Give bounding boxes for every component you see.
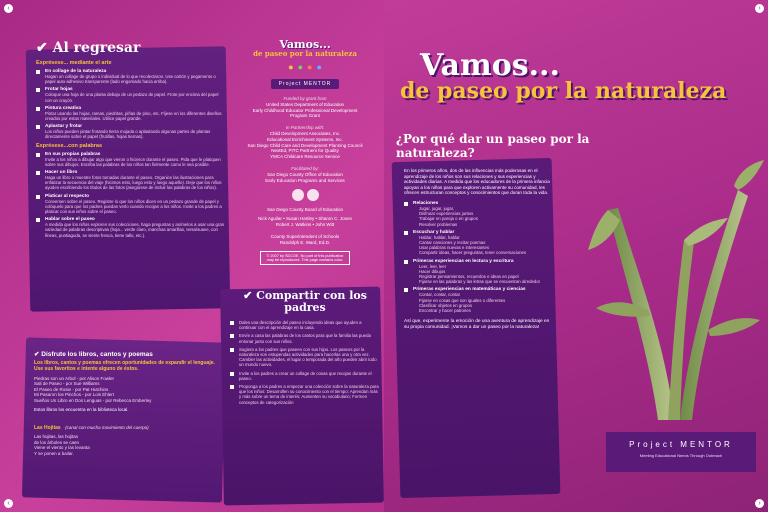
brand-title-small: Vamos... [279,38,331,51]
checkmark-icon: ✔ [243,289,253,302]
corner-marker-top-left: ‹ [4,4,13,13]
funded-block: Funded by grant from United States Department of Education Early Childhood Educator Professional Development Program Grant [252,96,358,119]
book-item: Piedras son un Arbol - por Alison Fowler [34,376,115,381]
book-item: El Paseo de Rosie - por Pat Hutchins [34,386,109,392]
bullet-icon [230,385,234,389]
padres-title: ✔ Compartir con los padres [243,289,367,314]
list-item: Aplastar y frotar Los niños pueden pintar frotando tierra mojada o aplastando algunas partes de plantas directamente sobre el papel (frutillas, hojas tiernas). [36,124,226,139]
bullet-icon [230,321,234,325]
corner-marker-top-right: › [755,4,764,13]
bullet-icon [36,88,40,92]
child-icon: ● [307,62,313,72]
bullet-icon [230,348,234,352]
facilitated-block: Facilitated by: San Diego County Office of Education Early Education Programs and Services [265,165,345,183]
bullet-icon [36,195,40,199]
poem [34,416,220,456]
list-item: Platicar al respecto Conversen sobre el paseo. Registre lo que los niños dicen en un pedazo grande de papel y colóquelo para que los padres puedan verlo cuando recojan a los niños. Invite a los padres a platicar con sus niños sobre el paseo. [36,194,226,215]
closing-text: Así que, experimente la emoción de una aventura de aprendizaje en su propia comunidad. ¡Vamos a dar un paseo por la naturaleza! [404,319,550,331]
hero-subtitle: de paseo por la naturaleza [400,78,727,104]
domain-item: Primeras experiencias en matemáticas y ciencias Contar, contar, contar Fijarse en cosas que son iguales o diferentes Clasificar objetos en grupos Encontrar y hacer patrones [404,287,554,313]
bullet-icon [230,334,234,338]
poem-line: Las hojitas, las hojitas [34,434,79,440]
book-list [34,376,220,403]
why-content [404,168,554,331]
libros-content [34,350,220,456]
list-item: Hacer un libro Haga un libro o muestre fotos tomadas durante el paseo. Organice las ilustraciones para enfatizar la secuencia del viaje (hicimos esto, luego esto y luego aquello). Deje que los niños ayuden escribiendo los títulos de las fotos (asegúrese de incluir las palabras de los niños). [36,170,226,191]
libros-title: ✔ Disfrute los libros, cantos y poemas [34,351,153,358]
domain-list [404,201,554,313]
art-activity-list [36,69,226,140]
mentor-footer-name: Project MENTOR [629,440,733,449]
checkmark-icon: ✔ [36,40,48,56]
brand-subtitle-small: de paseo por la naturaleza [253,49,357,58]
bullet-icon [230,372,234,376]
copyright-box: © 2007 by SDCOE. No part of this publication may be reproduced. This page contains color. [260,251,350,265]
libros-intro: Los libros, cantos y poemas ofrecen oportunidades de expandir el lenguaje. Use sus favoritos e intente alguno de éstos. [34,360,215,372]
bullet-icon [36,125,40,129]
bullet-icon [36,70,40,74]
hero-title: Vamos... [420,48,560,83]
bullet-icon [404,202,408,206]
list-item: Pintura creativa Pintar usando las hojas, ramas, piedritas, piñas de pino, etc. Fíjese en los diferentes diseños creados por estos materiales. Utilice papel grande. [36,106,226,121]
list-item: Hablar sobre el paseo A medida que los niños exploren sus colecciones, haga preguntas y anímelos a usar una gran variedad de palabras descriptivas (hoja... verde claro, manchas amarillas, tersa/suave, con líneas, puntiaguda, se siente fresca, tiene tallo, etc.). [36,217,226,238]
bullet-icon [36,107,40,111]
seal-logo [292,189,304,201]
domain-item: Escuchar y hablar Hablar, hablar, hablar Cantar canciones y recitar poemas Usar palabras nuevas e interesantes Compartir ideas, hacer preguntas, tener conversaciones [404,230,554,256]
child-icon: ● [316,62,322,72]
seal-logo [307,189,319,201]
poem-line: de los árboles se caen [34,439,80,445]
partner-block: In Partnership with: Child Development Associates, Inc. Educational Enrichment Systems, Inc. San Diego Child Care and Development Planning Council NestEd, PITC Partners for Quality YMCA Childcare Resource Service [247,125,363,160]
book-item: Sali de Paseo - por Sue Williams [34,381,100,387]
words-activity-list [36,152,226,238]
poem-note: (canal con mucha movimiento del cuerpo) [65,425,149,431]
express-art-heading: Exprésese... mediante el arte [36,60,112,66]
bullet-icon [36,153,40,157]
list-item: Sugiera a los padres que paseen con sus hijos. Los paseos por la naturaleza son estupendas actividades para hacerlas una y otra vez. Cambier las actividades, el lugar o temporada del año pueden abrir todo un mundo nuevo. [230,347,380,368]
bullet-icon [36,218,40,222]
list-item: Dales una descripción del paseo incluyendo ideas que ayuden a continuar con el aprendizaje en la casa. [230,320,380,330]
list-item: En sus propias palabras Invite a los niños a dibujar algo que vieron o hicieron durante el paseo. Pida que le platiquen sobre sus dibujos. Escriba las palabras de los niños tan fielmente como le sea posible. [36,152,226,167]
poem-line: Viene el viento y las levanta [34,445,90,451]
child-icon: ● [297,62,303,72]
plant-illustration [588,150,764,420]
al-regresar-title: ✔ Al regresar [36,40,141,56]
why-intro: En los primeros años, dos de las influencias más poderosas en el aprendizaje de los niños son sus relaciones y sus experiencias y actividades diarias. A medida que los educadores de la primera infancia apoyan a los niños para que exploren activamente su comunidad, les ofrecen estructuran conceptos y conocimientos que duran toda la vida. [404,168,550,196]
bullet-icon [404,231,408,235]
poem-line: Y se ponen a bailar. [34,450,74,456]
superintendent-block: County Superintendent of Schools Randolph E. Ward, Ed.D. [270,233,340,245]
corner-marker-bottom-left: ‹ [4,499,13,508]
book-item: Sueños Un Libro en Dos Lenguas - por Rebecca Emberley [34,397,152,403]
poem-title: Las Hojitas [34,425,61,432]
list-item: Proponga a los padres a empezar una colección sobre la naturaleza para que los niños: Desarrollen su conocimiento con el tiempo; Aprendan más y más sobre un tema de interés; Aumenten su vocabulario; Formen conceptos de categorización [230,384,380,405]
checkmark-icon: ✔ [34,351,40,358]
express-words-heading: Exprésese...con palabras [36,142,103,149]
mentor-footer [606,432,756,472]
list-item: En collage de la naturaleza Hagan un collage de grupo o individual de lo que recolectaron. Use cartón y pegamento o papel auto-adhesivo transparente (lado engomado hacia arriba). [36,69,226,84]
domain-item: Primeras experiencias en lectura y escritura Leer, leer, leer Hacer dibujos Registrar pensamientos, recuerdos e ideas en papel Fijarse en las palabras y las letras que se encuentran alrededor [404,259,554,285]
list-item: Frotar hojas Coloque una hoja de una planta debajo de un pedazo de papel. Frote por encima del papel con un crayón. [36,87,226,102]
logo-row [275,189,335,201]
mentor-footer-tagline: Meeting Educational Needs Through Outreach [639,453,723,458]
corner-marker-bottom-right: › [755,499,764,508]
bullet-icon [36,171,40,175]
child-icon: ● [288,62,294,72]
credits-column [232,38,378,265]
board-block: San Diego County Board of Education Nick Aguilar • Susan Hartley • Sharon C. Jones Robert J. Watkins • John Witt [258,207,352,227]
bullet-icon [404,288,408,292]
domain-item: Relaciones Jugar, jugar, jugar, Disfrutar experiencias juntos Trabajar en pareja o en grupos Resolver problemas [404,201,554,227]
al-regresar-content [36,40,226,241]
kids-illustration [232,62,378,72]
book-item: Mi Pasaron los Pinchos - por Lois Ehlert [34,392,115,398]
padres-content [230,290,380,408]
why-heading: ¿Por qué dar un paseo por la naturaleza? [396,132,590,160]
mentor-badge: Project MENTOR [271,79,340,89]
padres-list [230,320,380,405]
library-note: Estos libros los encuentra en la biblioteca local. [34,407,129,413]
bullet-icon [404,260,408,264]
list-item: Envíe a casa las palabras de los cantos para que la familia las pueda entonar junto con sus niños. [230,333,380,343]
list-item: Invite a los padres a crear un collage de cosas que recojan durante el paseo. [230,371,380,381]
